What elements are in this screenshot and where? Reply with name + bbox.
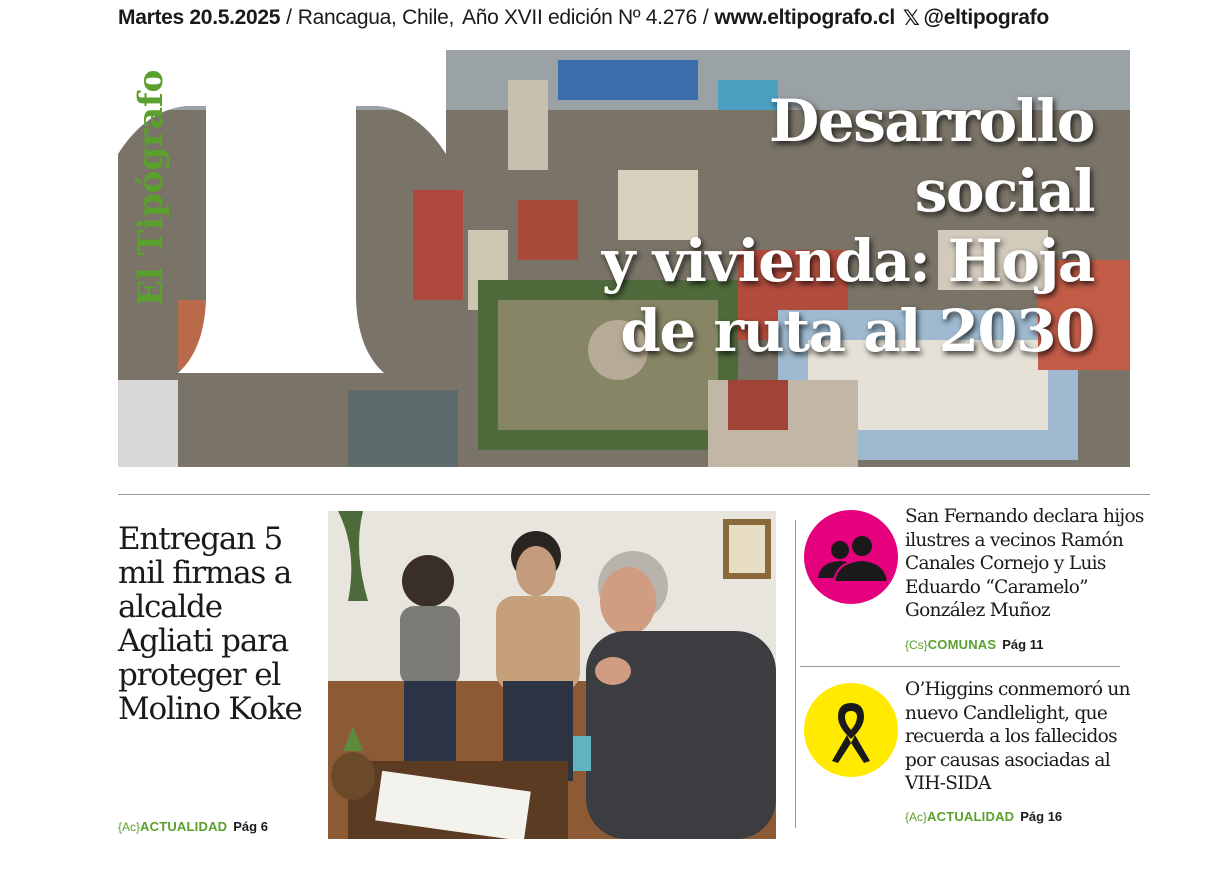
main-story-section-tag[interactable] [118,819,268,834]
issue-date: Martes 20.5.2025 [118,6,281,29]
page-ref: Pág 11 [1002,637,1044,652]
section-code: {Cs} [905,638,928,652]
section-label: ACTUALIDAD [140,819,228,834]
separator: / [702,6,709,29]
social-handle-link[interactable]: @eltipografo [923,6,1049,29]
side-divider [800,666,1120,667]
column-divider [795,520,796,828]
main-story-photo[interactable] [328,511,776,839]
meeting-photo [328,511,776,839]
headline-line: Desarrollo social [769,87,1094,225]
section-label: ACTUALIDAD [927,809,1015,824]
edition-info: Año XVII edición Nº 4.276 [462,6,697,29]
logo-wordmark [118,50,178,310]
x-icon: 𝕏 [902,6,920,30]
page-ref: Pág 16 [1020,809,1063,824]
hero-headline[interactable] [574,86,1094,366]
side-story-2-headline[interactable]: O’Higgins conmemoró un nuevo Candlelight, que recuerda a los fallecidos por causas asociadas al VIH-SIDA [905,679,1130,794]
people-icon-circle [804,510,898,604]
section-code: {Ac} [118,820,141,834]
masthead [118,4,1118,32]
side-story-1-section-tag[interactable] [905,637,1043,652]
headline-line: y vivienda: Hoja [601,227,1094,295]
section-divider [118,494,1150,495]
awareness-ribbon-icon-circle [804,683,898,777]
awareness-ribbon-icon [804,683,898,777]
hero-banner[interactable] [118,50,1130,467]
side-story-1-headline[interactable]: San Fernando declara hijos ilustres a vecinos Ramón Canales Cornejo y Luis Eduardo “Caramelo” González Muñoz [905,506,1144,621]
location: Rancagua, Chile, [297,6,455,29]
separator: / [286,6,292,29]
website-link[interactable]: www.eltipografo.cl [714,6,895,29]
page-ref: Pág 6 [233,819,268,834]
svg-text:El Tipógrafo: El Tipógrafo [131,69,171,306]
side-story-2-section-tag[interactable] [905,809,1062,824]
section-label: COMUNAS [927,637,997,652]
people-icon [804,510,898,604]
main-story-headline[interactable]: Entregan 5 mil firmas a alcalde Agliati para proteger el Molino Koke [118,521,302,727]
headline-line: de ruta al 2030 [620,297,1094,365]
section-code: {Ac} [905,810,928,824]
